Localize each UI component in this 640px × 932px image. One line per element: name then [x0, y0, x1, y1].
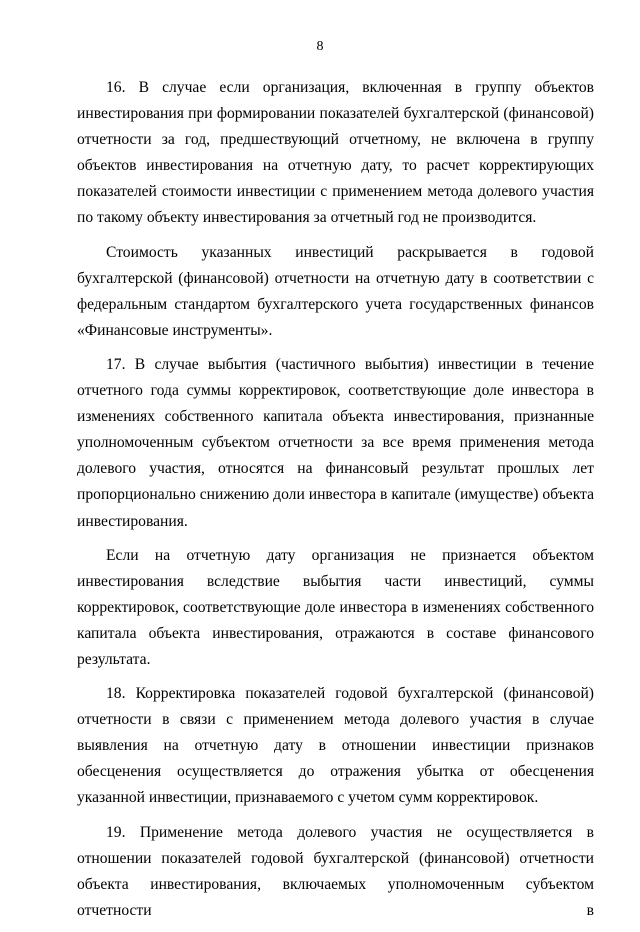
- paragraph-18: 18. Корректировка показателей годовой бухгалтерской (финансовой) отчетности в связи с применением метода долевого участия в случае выявления на отчетную дату в отношении инвестиции признаков обесценения осуществляется до отражения убытка от обесценения указанной инвестиции, признаваемого с учетом сумм корректировок.: [77, 685, 594, 807]
- paragraph-17-continuation: Если на отчетную дату организация не признается объектом инвестирования вследствие выбытия части инвестиций, суммы корректировок, соответствующие доле инвестора в изменениях собственного капитала объекта инвестирования, отражаются в составе финансового результата.: [77, 546, 594, 668]
- paragraph-16: 16. В случае если организация, включенная в группу объектов инвестирования при формировании показателей бухгалтерской (финансовой) отчетности за год, предшествующий отчетному, не включена в группу объектов инвестирования на отчетную дату, то расчет корректирующих показателей стоимости инвестиции с применением метода долевого участия по такому объекту инвестирования за отчетный год не производится.: [77, 79, 594, 227]
- paragraph-19: 19. Применение метода долевого участия не осуществляется в отношении показателей годовой бухгалтерской (финансовой) отчетности объекта инвестирования, включаемых уполномоченным субъектом отчетности в: [77, 823, 594, 919]
- document-body: [77, 75, 594, 932]
- paragraph-17: 17. В случае выбытия (частичного выбытия) инвестиции в течение отчетного года суммы корректировок, соответствующие доле инвестора в изменениях собственного капитала объекта инвестирования, признанные уполномоченным субъектом отчетности за все время применения метода долевого участия, относятся на финансовый результат прошлых лет пропорционально снижению доли инвестора в капитале (имуществе) объекта инвестирования.: [77, 355, 594, 530]
- paragraph-16-continuation: Стоимость указанных инвестиций раскрывается в годовой бухгалтерской (финансовой) отчетности на отчетную дату в соответствии с федеральным стандартом бухгалтерского учета государственных финансов «Финансовые инструменты».: [77, 243, 594, 339]
- page-number: 8: [316, 39, 324, 54]
